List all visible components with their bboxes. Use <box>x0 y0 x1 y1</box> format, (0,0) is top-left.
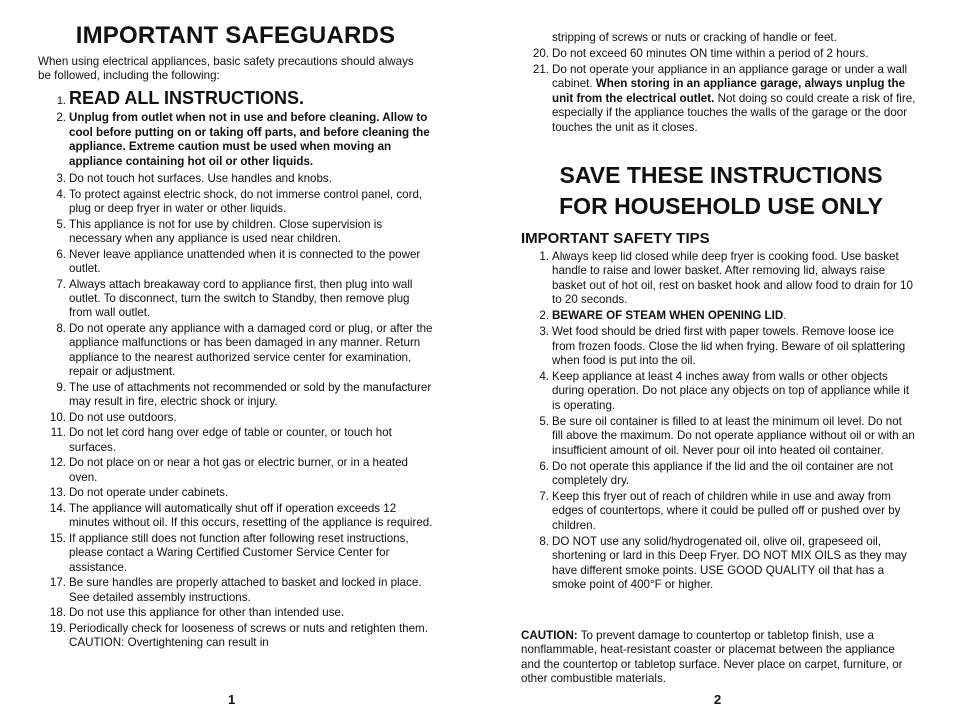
list-item <box>38 532 433 575</box>
item-text: Do not operate under cabinets. <box>69 486 229 500</box>
item-text: Wet food should be dried first with paper towels. Remove loose ice from frozen foods. Close the lid when frying. Beware of oil splattering when food is put into the oil. <box>552 325 906 368</box>
list-item <box>38 218 433 247</box>
list-item <box>38 426 433 455</box>
item-text: Do not operate your appliance in an appliance garage or under a wall cabinet. When storing in an appliance garage, always unplug the unit from the electrical outlet. Not doing so could create a risk of fire, especially if the appliance touches the walls of the garage or the door touches the unit as it closes. <box>552 63 916 134</box>
item-number: 21. <box>532 63 549 76</box>
list-item <box>38 88 433 108</box>
save-instructions-heading: SAVE THESE INSTRUCTIONS FOR HOUSEHOLD USE ONLY <box>559 162 883 219</box>
item-number: 5. <box>539 414 549 428</box>
list-item <box>38 172 433 186</box>
item-number: 6. <box>539 459 549 473</box>
item-text: Be sure oil container is filled to at least the minimum oil level. Do not fill above the maximum. Do not operate appliance without oil or with an insufficient amount of oil. Never pour oil into heated oil container. <box>552 414 915 457</box>
list-item <box>521 535 916 593</box>
item-number: 9. <box>56 380 66 394</box>
caution-note: CAUTION: To prevent damage to countertop or tabletop finish, use a nonflammable, heat-resistant coaster or placemat between the appliance and the countertop or tabletop surface. Never place on carpet, furniture, or other combustible materials. <box>521 629 903 686</box>
item-number: 11. <box>50 426 66 440</box>
safeguards-list-continued <box>521 31 916 135</box>
item-number: 3. <box>539 325 549 339</box>
list-item <box>38 322 433 380</box>
item-number: 1. <box>539 250 549 263</box>
item-text: Always attach breakaway cord to appliance first, then plug into wall outlet. To disconnect, turn the switch to Standby, then remove plug from wall outlet. <box>69 277 413 320</box>
list-item <box>38 278 433 321</box>
item-number: 17. <box>49 576 66 590</box>
item-number: 3. <box>56 172 66 186</box>
item-number: 10. <box>49 410 66 424</box>
item-text: Keep appliance at least 4 inches away from walls or other objects during operation. Do not place any objects on top of appliance while it is operating. <box>552 370 910 412</box>
item-number: 13. <box>49 486 66 500</box>
page-title: IMPORTANT SAFEGUARDS <box>75 22 396 49</box>
list-item <box>38 381 433 410</box>
list-item <box>521 47 916 61</box>
safety-tips-list <box>521 250 916 593</box>
item-number: 4. <box>539 370 549 384</box>
item-number: 8. <box>56 322 66 336</box>
item-number: 12. <box>49 456 66 470</box>
item-number: 7. <box>539 490 549 504</box>
item-text: Do not operate any appliance with a damaged cord or plug, or after the appliance malfunctions or has been damaged in any manner. Return appliance to the nearest authorized service center for examination, repair or adjustment. <box>69 322 433 379</box>
item-text: Do not let cord hang over edge of table or counter, or touch hot surfaces. <box>69 426 392 454</box>
item-number: 5. <box>56 217 66 231</box>
list-item <box>38 188 433 217</box>
item-number: 18. <box>49 606 66 620</box>
list-item <box>38 622 433 651</box>
safeguards-list <box>38 88 433 651</box>
list-item <box>38 606 433 620</box>
item-number: 15. <box>49 532 66 546</box>
item-text: Always keep lid closed while deep fryer is cooking food. Use basket handle to raise and lower basket. After removing lid, always raise basket out of hot oil, rest on basket hook and allow food to drain for 10 to 20 seconds. <box>552 250 913 307</box>
item-text: The appliance will automatically shut off if operation exceeds 12 minutes without oil. If this occurs, resetting of the appliance is required. <box>69 502 433 530</box>
list-item <box>38 248 433 277</box>
item-number: 19. <box>49 622 66 636</box>
item-text: Do not place on or near a hot gas or electric burner, or in a heated oven. <box>69 456 409 484</box>
page-number: 1 <box>228 692 236 707</box>
item-text: Do not touch hot surfaces. Use handles and knobs. <box>69 172 332 186</box>
item-number: 1. <box>56 95 66 107</box>
list-item <box>38 411 433 425</box>
item-text: Do not operate this appliance if the lid and the oil container are not completely dry. <box>552 459 893 488</box>
list-item <box>521 490 916 533</box>
item-number: 20. <box>532 47 549 60</box>
intro-text: When using electrical appliances, basic safety precautions should always be followed, including the following: <box>38 55 414 82</box>
item-text: BEWARE OF STEAM WHEN OPENING LID. <box>552 309 787 323</box>
item-text: Do not use outdoors. <box>69 410 177 424</box>
item-text: Do not use this appliance for other than intended use. <box>69 606 345 620</box>
item-text: DO NOT use any solid/hydrogenated oil, olive oil, grapeseed oil, shortening or lard in this Deep Fryer. DO NOT MIX OILS as they may have different smoke points. USE GOOD QUALITY oil that has a smoke point of 400°F or higher. <box>552 534 907 592</box>
item-text: READ ALL INSTRUCTIONS. <box>69 88 305 108</box>
continued-text: stripping of screws or nuts or cracking of handle or feet. <box>552 31 837 44</box>
list-item <box>521 460 916 489</box>
tips-heading: IMPORTANT SAFETY TIPS <box>521 230 710 247</box>
item-text: Never leave appliance unattended when it is connected to the power outlet. <box>69 247 421 276</box>
item-number: 8. <box>539 534 549 548</box>
item-text: Be sure handles are properly attached to basket and locked in place. See detailed assembly instructions. <box>69 576 422 604</box>
item-number: 2. <box>539 309 549 323</box>
item-text: To protect against electric shock, do not immerse control panel, cord, plug or deep fryer in water or other liquids. <box>69 187 423 216</box>
item-text: This appliance is not for use by children. Close supervision is necessary when any appliance is used near children. <box>69 217 383 246</box>
item-number: 6. <box>56 247 66 261</box>
list-item <box>521 325 916 368</box>
item-text: If appliance still does not function after following reset instructions, please contact a Waring Certified Customer Service Center for assistance. <box>69 532 409 574</box>
list-item <box>38 486 433 500</box>
item-number: 14. <box>49 502 66 516</box>
list-item <box>521 415 916 458</box>
item-number: 2. <box>56 111 66 125</box>
item-text: The use of attachments not recommended or sold by the manufacturer may result in fire, electric shock or injury. <box>69 380 432 409</box>
item-text: Keep this fryer out of reach of children while in use and away from edges of countertops, where it could be pulled off or pushed over by children. <box>552 490 901 532</box>
list-item <box>38 456 433 485</box>
list-item <box>521 250 916 308</box>
list-item <box>521 63 916 135</box>
item-number: 4. <box>56 187 66 201</box>
item-text: Periodically check for looseness of screws or nuts and retighten them. CAUTION: Overtightening can result in <box>69 622 428 650</box>
list-item <box>521 309 916 323</box>
list-item <box>521 370 916 413</box>
list-item <box>521 31 916 45</box>
page-number: 2 <box>714 692 722 707</box>
list-item <box>38 111 433 169</box>
list-item <box>38 576 433 605</box>
item-text: Unplug from outlet when not in use and before cleaning. Allow to cool before putting on or taking off parts, and before cleaning the appliance. Extreme caution must be used when moving an appliance containing hot oil or other liquids. <box>69 111 430 168</box>
item-text: Do not exceed 60 minutes ON time within a period of 2 hours. <box>552 47 869 60</box>
list-item <box>38 502 433 531</box>
item-number: 7. <box>56 277 66 291</box>
